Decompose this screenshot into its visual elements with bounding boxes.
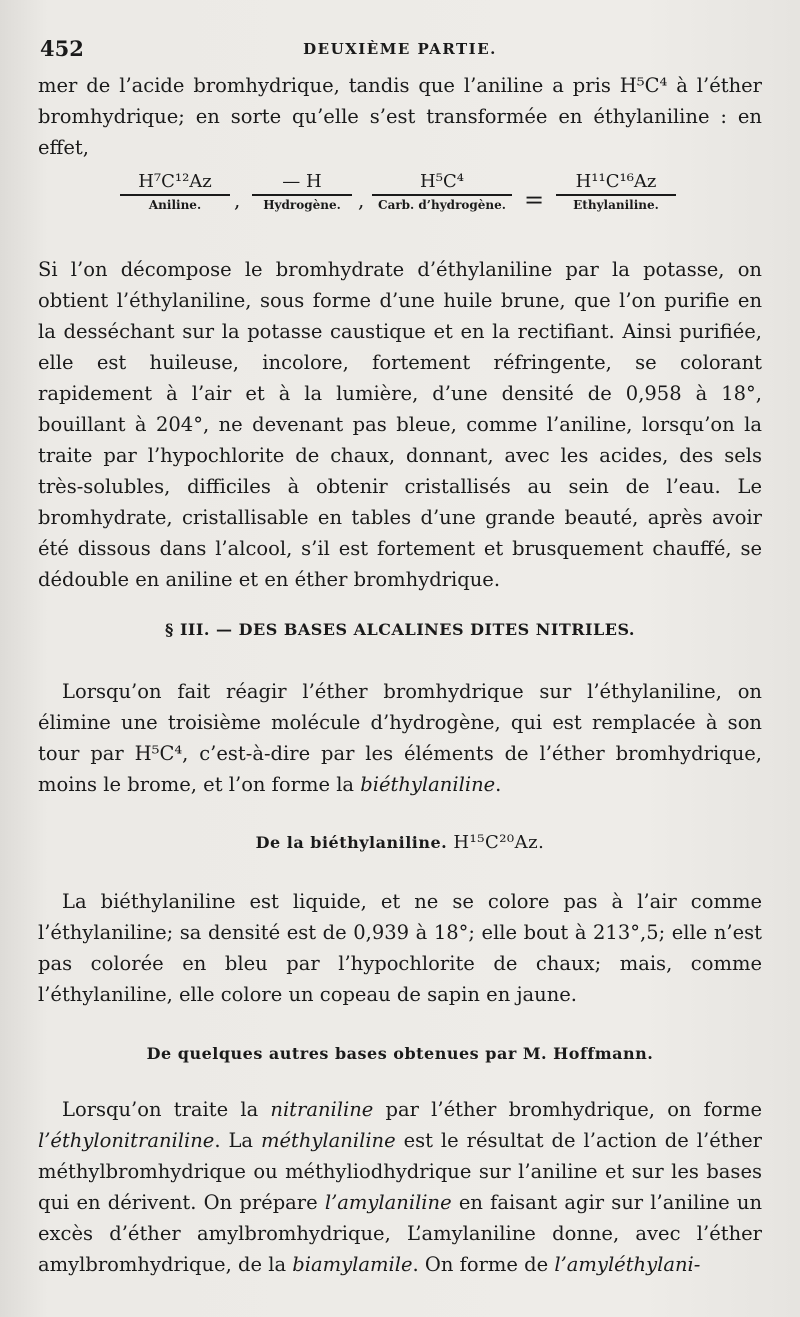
formula-numerator: H¹¹C¹⁶Az <box>575 171 657 192</box>
formula-label: Aniline. <box>148 197 202 212</box>
formula-equals: = <box>524 186 545 214</box>
formula-separator: , <box>234 188 241 212</box>
formula-numerator: — H <box>282 171 322 192</box>
page-header <box>40 36 760 64</box>
formula-numerator: H⁵C⁴ <box>420 171 464 192</box>
running-head: DEUXIÈME PARTIE. <box>303 40 497 58</box>
subsection-title: De la biéthylaniline. <box>255 833 448 852</box>
section-number: § III. <box>165 620 210 639</box>
emphasis-term: méthylaniline <box>260 1129 396 1152</box>
subsection-formula: H¹⁵C²⁰Az. <box>453 832 545 853</box>
formula-label: Hydrogène. <box>263 197 341 212</box>
paragraph-biethylaniline-properties: La biéthylaniline est liquide, et ne se colore pas à l’air comme l’éthylaniline; sa densité est de 0,939 à 18°; elle bout à 213°,5; elle n’est pas colorée en bleu par l’hypochlorite de chaux; mais, comme l’éthylaniline, elle colore un copeau de sapin en jaune. <box>38 890 762 1006</box>
subsection-heading <box>38 832 762 853</box>
formula-term-hydrogene <box>252 170 352 214</box>
paragraph-biethylaniline-formation <box>38 676 762 800</box>
subsection-heading: De quelques autres bases obtenues par M. Hoffmann. <box>146 1044 654 1063</box>
paragraph-text: . La <box>214 1129 261 1152</box>
paragraph-text: Lorsqu’on traite la <box>62 1098 271 1121</box>
emphasis-term: biamylamile <box>292 1253 413 1276</box>
emphasis-term: nitraniline <box>270 1098 374 1121</box>
emphasis-term: l’amylaniline <box>324 1191 452 1214</box>
section-title: — DES BASES ALCALINES DITES NITRILES. <box>216 620 635 639</box>
paragraph-ethylaniline-properties: Si l’on décompose le bromhydrate d’éthylaniline par la potasse, on obtient l’éthylaniline, sous forme d’une huile brune, que l’on purifie en la desséchant sur la potasse caustique et en la rectifiant. Ainsi purifiée, elle est huileuse, incolore, fortement réfringente, se colorant rapidement à l’air et à la lumière, d’une densité de 0,958 à 18°, bouillant à 204°, ne devenant pas bleue, comme l’aniline, lorsqu’on la traite par l’hypochlorite de chaux, donnant, avec les acides, des sels très-solubles, difficiles à obtenir cristallisés au sein de l’eau. Le bromhydrate, cristallisable en tables d’une grande beauté, après avoir été dissous dans l’alcool, s’il est fortement et brusquement chauffé, se dédouble en aniline et en éther bromhydrique. <box>38 258 762 591</box>
formula-term-aniline <box>120 170 230 214</box>
emphasis-term: l’éthylonitraniline <box>38 1129 215 1152</box>
emphasis-term: biéthylaniline <box>360 773 496 796</box>
formula-separator: , <box>358 188 365 212</box>
emphasis-term: l’amyléthylani- <box>554 1253 701 1276</box>
formula-term-carbure <box>372 170 512 214</box>
formula-numerator: H⁷C¹²Az <box>138 171 212 192</box>
paragraph-text: en faisant agir sur l’aniline un excès d’éther amylbromhydrique, L’amylaniline donne, avec l’éther amylbromhydrique, de la <box>38 1191 762 1276</box>
formula-label: Ethylaniline. <box>573 197 659 212</box>
formula-term-ethylaniline <box>556 170 676 214</box>
paragraph-text: . <box>495 773 502 796</box>
paragraph-text: par l’éther bromhydrique, on forme <box>373 1098 762 1121</box>
reaction-formula <box>110 170 680 230</box>
page-number: 452 <box>40 36 84 61</box>
paragraph-text: Lorsqu’on fait réagir l’éther bromhydrique sur l’éthylaniline, on élimine une troisième molécule d’hydrogène, qui est remplacée à son tour par H⁵C⁴, c’est-à-dire par les éléments de l’éther bromhydrique, moins le brome, et l’on forme la <box>38 680 762 796</box>
paragraph-continuation: mer de l’acide bromhydrique, tandis que l’aniline a pris H⁵C⁴ à l’éther bromhydrique; en sorte qu’elle s’est transformée en éthylaniline : en effet, <box>38 74 762 159</box>
formula-label: Carb. d’hydrogène. <box>378 197 506 212</box>
paragraph-other-bases <box>38 1094 762 1280</box>
paragraph-text: est le résultat de l’action de l’éther méthylbromhydrique ou méthyliodhydrique sur l’aniline et sur les bases qui en dérivent. On prépare <box>38 1129 762 1214</box>
section-heading <box>38 620 762 639</box>
paragraph-text: . On forme de <box>412 1253 555 1276</box>
